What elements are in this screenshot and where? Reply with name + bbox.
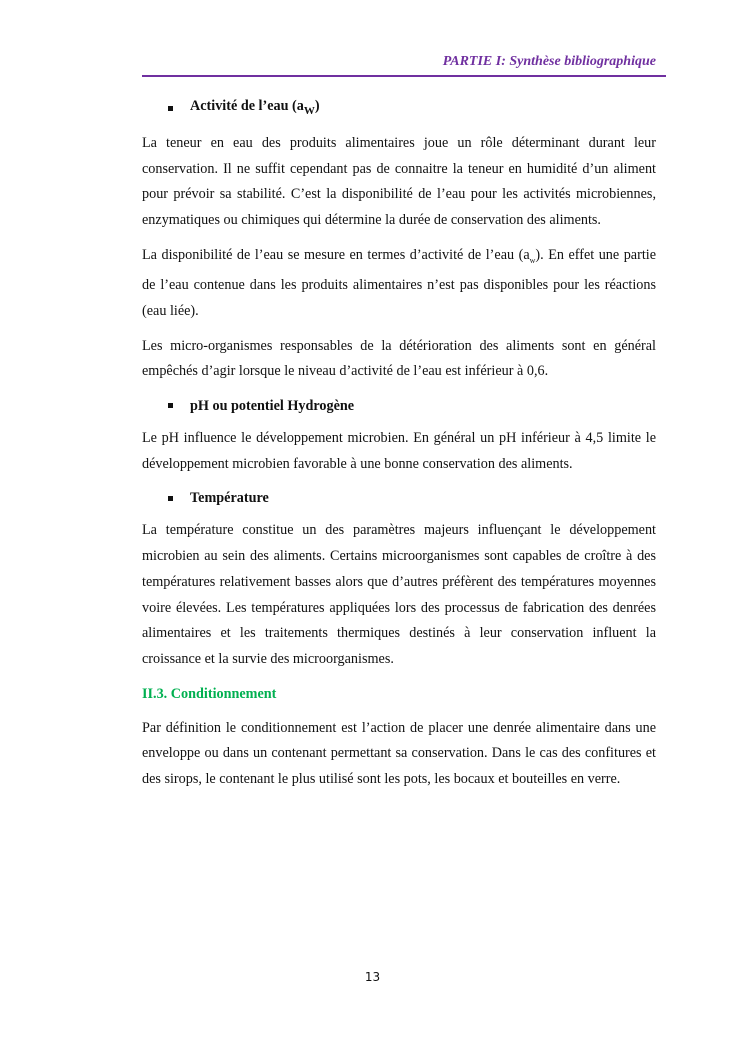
square-bullet-icon <box>168 106 173 111</box>
header-rule <box>142 75 666 77</box>
paragraph-temperature: La température constitue un des paramètres majeurs influençant le développement microbien au sein des aliments. Certains microorganismes sont capables de croître à des températures relativement basses alors que d’autres préfèrent des températures moyennes voire élevées. Les températures appliquées lors des processus de fabrication des denrées alimentaires et les traitements thermiques destinés à leur conservation influent la croissance et la survie des microorganismes. <box>142 522 656 667</box>
page-number: 13 <box>364 970 381 984</box>
page-body <box>142 94 656 802</box>
heading-text: Température <box>190 490 269 507</box>
heading-ph <box>142 394 656 418</box>
heading-temperature <box>142 486 656 510</box>
paragraph-micro-organismes: Les micro-organismes responsables de la détérioration des aliments sont en général empêchés d’agir lorsque le niveau d’activité de l’eau est inférieur à 0,6. <box>142 337 656 380</box>
heading-text: Activité de l’eau $(a_W)$ <box>190 98 320 117</box>
square-bullet-icon <box>168 403 173 408</box>
paragraph-conditionnement: Par définition le conditionnement est l’action de placer une denrée alimentaire dans une enveloppe ou dans un contenant permettant sa conservation. Dans le cas des confitures et des sirops, le contenant le plus utilisé sont les pots, les bocaux et bouteilles en verre. <box>142 719 656 788</box>
section-title-conditionnement: II.3. Conditionnement <box>142 685 277 702</box>
paragraph-teneur-eau: La teneur en eau des produits alimentaires joue un rôle déterminant durant leur conservation. Il ne suffit cependant pas de connaitre la teneur en humidité d’un aliment pour prévoir sa stabilité. C’est la disponibilité de l’eau pour les activités microbiennes, enzymatiques ou chimiques qui détermine la durée de conservation des aliments. <box>142 134 656 228</box>
heading-activite-eau <box>142 94 656 123</box>
heading-text: pH ou potentiel Hydrogène <box>190 397 355 414</box>
square-bullet-icon <box>168 496 173 501</box>
running-header: PARTIE I: Synthèse bibliographique <box>442 54 656 69</box>
paragraph-disponibilite-eau: La disponibilité de l’eau se mesure en termes d’activité de l’eau $(a_w)$. En effet une partie de l’eau contenue dans les produits alimentaires n’est pas disponibles pour les réactions (eau liée). <box>142 246 656 319</box>
paragraph-ph: Le pH influence le développement microbien. En général un pH inférieur à 4,5 limite le développement microbien favorable à une bonne conservation des aliments. <box>142 429 656 472</box>
